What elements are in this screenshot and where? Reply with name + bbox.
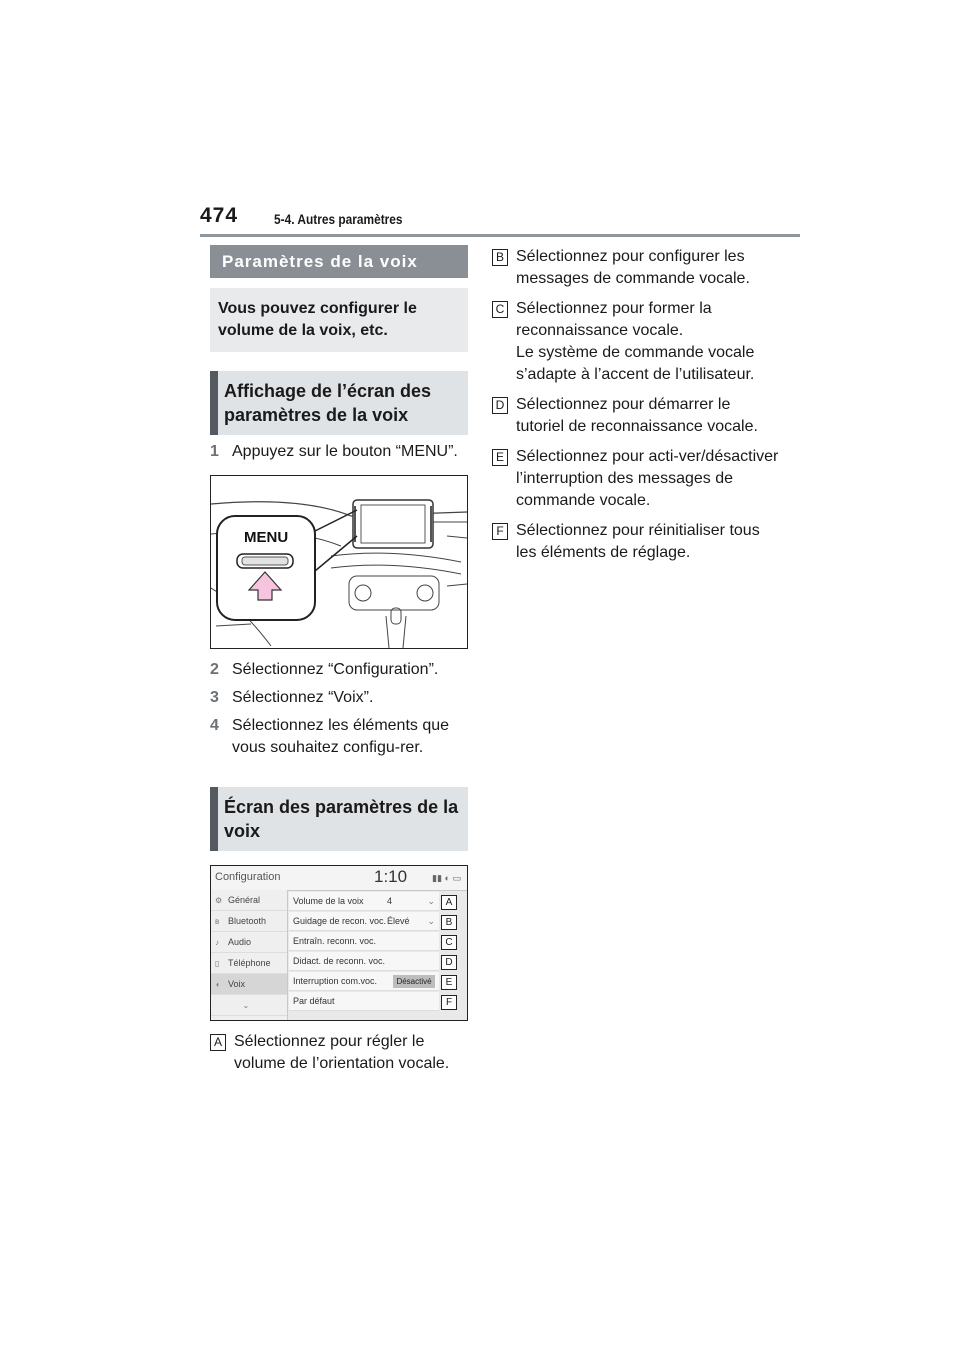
section-title: Paramètres de la voix: [210, 245, 468, 278]
chevron-down-icon: ⌄: [427, 915, 435, 926]
callout-label: D: [441, 955, 457, 970]
interruption-toggle[interactable]: Désactivé: [393, 975, 435, 988]
gear-icon: ⚙: [215, 895, 223, 905]
step-item: [210, 659, 468, 681]
setting-row-voice-interruption[interactable]: Interruption com.voc. Désactivé: [289, 972, 439, 991]
steps-first: [210, 441, 468, 463]
description-letter: D: [492, 397, 508, 414]
step-number: 2: [210, 661, 219, 678]
setting-value: 4: [387, 896, 393, 906]
callout-label: B: [441, 915, 457, 930]
screen-clock: 1:10: [374, 867, 408, 886]
menu-label: MENU: [244, 529, 289, 546]
dashboard-drawing: [211, 476, 467, 648]
description-item: [492, 246, 782, 290]
setting-row-voice-guidance[interactable]: Guidage de recon. voc. Élevé ⌄: [289, 912, 439, 931]
step-text: Sélectionnez “Configuration”.: [232, 661, 439, 678]
right-column: [492, 246, 782, 572]
step-number: 4: [210, 717, 219, 734]
description-text: Sélectionnez pour démarrer le tutoriel de reconnaissance vocale.: [516, 396, 758, 435]
page-number: 474: [200, 204, 239, 227]
step-item: [210, 441, 468, 463]
subhead-screen: Écran des paramètres de la voix: [210, 787, 468, 851]
description-item: [492, 446, 782, 512]
sidebar-item-audio[interactable]: ♪ Audio: [211, 932, 287, 953]
intro-text: Vous pouvez configurer le volume de la voix, etc.: [210, 288, 468, 352]
description-text: Sélectionnez pour régler le volume de l’orientation vocale.: [234, 1033, 450, 1072]
music-note-icon: ♪: [215, 937, 219, 947]
screen-title: Configuration: [215, 871, 281, 883]
description-text: Sélectionnez pour configurer les messages de commande vocale.: [516, 248, 750, 287]
callout-label: C: [441, 935, 457, 950]
step-text: Sélectionnez les éléments que vous souhaitez configu-rer.: [232, 717, 450, 756]
setting-row-voice-tutorial[interactable]: Didact. de reconn. voc.: [289, 952, 439, 971]
description-letter: B: [492, 249, 508, 266]
page-header: [200, 204, 800, 234]
step-item: [210, 715, 468, 759]
phone-icon: ▯: [215, 958, 220, 968]
voice-settings-screenshot: [210, 865, 468, 1021]
description-item: [492, 298, 782, 386]
callout-label: A: [441, 895, 457, 910]
dashboard-illustration: [210, 475, 468, 649]
header-rule: [200, 234, 800, 237]
chevron-down-icon: ⌄: [242, 1000, 250, 1010]
description-letter: A: [210, 1034, 226, 1051]
sidebar-item-bluetooth[interactable]: ʙ Bluetooth: [211, 911, 287, 932]
description-text: Sélectionnez pour acti-ver/désactiver l’interruption des messages de commande vocale.: [516, 448, 779, 509]
description-letter: C: [492, 301, 508, 318]
description-text: Sélectionnez pour réinitialiser tous les éléments de réglage.: [516, 522, 760, 561]
description-letter: F: [492, 523, 508, 540]
step-text: Sélectionnez “Voix”.: [232, 689, 374, 706]
step-item: [210, 687, 468, 709]
step-number: 1: [210, 443, 219, 460]
chevron-down-icon: ⌄: [427, 895, 435, 906]
callout-label: F: [441, 995, 457, 1010]
setting-row-default[interactable]: Par défaut: [289, 992, 439, 1011]
voice-icon: ◖: [215, 979, 220, 989]
left-column: [210, 245, 468, 1083]
sidebar-scroll-down[interactable]: [211, 995, 287, 1016]
signal-icon: ▮▮ ◐ ▭: [432, 873, 461, 883]
screen-sidebar: [211, 890, 288, 1020]
description-item: [210, 1031, 468, 1075]
subhead-display: Affichage de l’écran des paramètres de la voix: [210, 371, 468, 435]
step-number: 3: [210, 689, 219, 706]
bluetooth-icon: ʙ: [215, 916, 220, 926]
description-item: [492, 394, 782, 438]
steps-rest: [210, 659, 468, 759]
description-letter: E: [492, 449, 508, 466]
section-reference: 5-4. Autres paramètres: [274, 211, 403, 227]
setting-value: Élevé: [387, 916, 410, 926]
screen-topbar: [211, 866, 467, 891]
step-text: Appuyez sur le bouton “MENU”.: [232, 443, 458, 460]
setting-row-voice-training[interactable]: Entraîn. reconn. voc.: [289, 932, 439, 951]
sidebar-item-general[interactable]: ⚙ Général: [211, 890, 287, 911]
callout-label: E: [441, 975, 457, 990]
description-item: [492, 520, 782, 564]
setting-row-voice-volume[interactable]: Volume de la voix 4 ⌄: [289, 892, 439, 911]
sidebar-item-voice[interactable]: ◖ Voix: [211, 974, 287, 995]
description-text: Sélectionnez pour former la reconnaissance vocale. Le système de commande vocale s’adapte à l’accent de l’utilisateur.: [516, 300, 755, 383]
sidebar-item-phone[interactable]: ▯ Téléphone: [211, 953, 287, 974]
